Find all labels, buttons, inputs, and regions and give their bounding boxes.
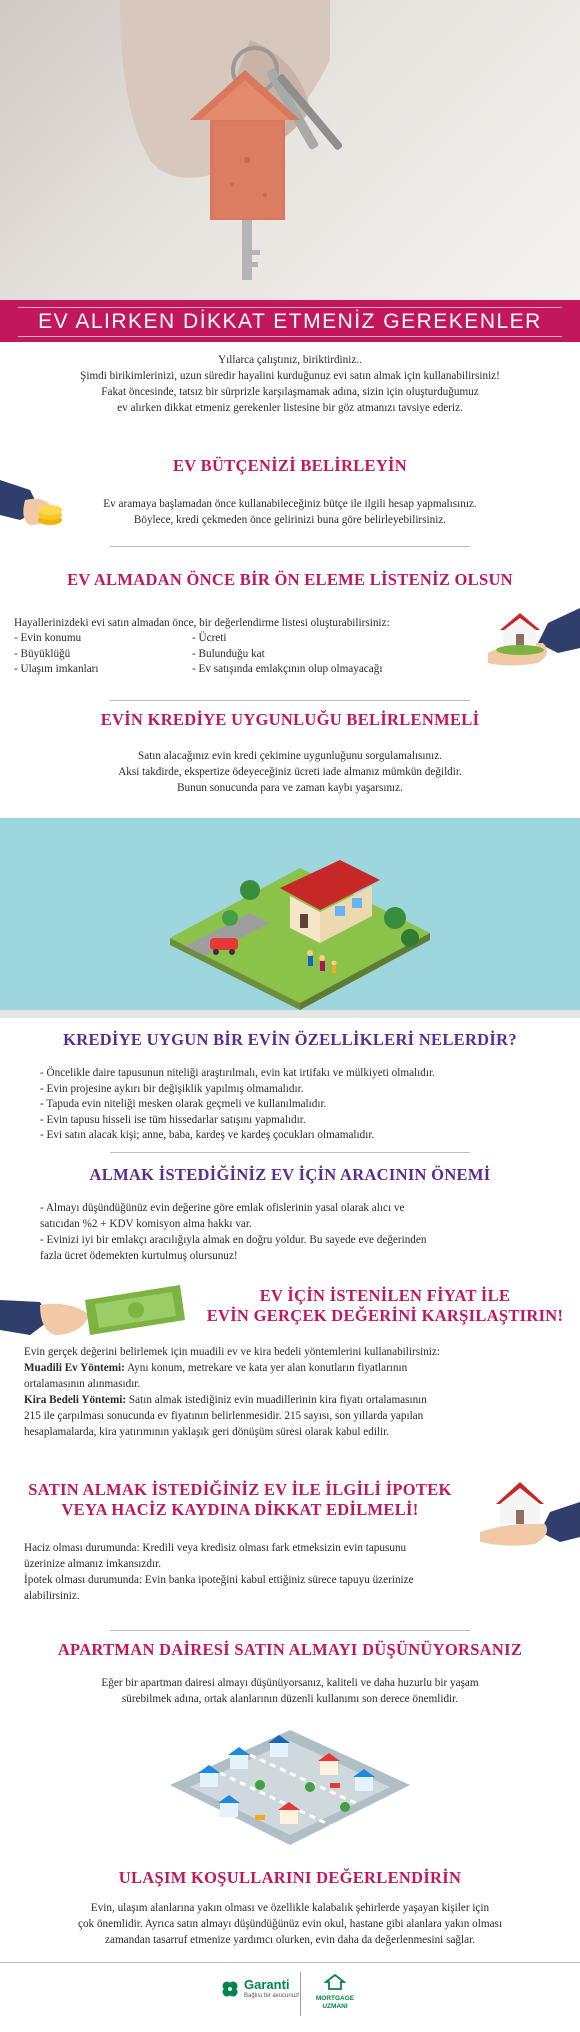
- mortgage-text: [24, 1540, 564, 1604]
- agent-text: [40, 1200, 560, 1264]
- shortlist-content: [14, 615, 484, 678]
- footer-separator: [300, 1972, 301, 2016]
- method-2-label: Kira Bedeli Yöntemi:: [24, 1394, 127, 1406]
- title-banner: [0, 300, 580, 342]
- transport-line: zamandan tasarruf etmenize yardımcı olurken, evin daha da değerlenmesini sağlar.: [105, 1934, 475, 1946]
- method-2-text: Satın almak istediğiniz evin muadillerinin kira fiyatı ortalamasının: [126, 1394, 427, 1406]
- budget-line: Ev aramaya başlamadan önce kullanabileceğiniz bütçe ile ilgili hesap yapmalısınız.: [103, 498, 477, 510]
- list-item: - Evi satın alacak kişi; anne, baba, kardeş ve kardeş çocukları olmamalıdır.: [40, 1129, 375, 1141]
- agent-heading: ALMAK İSTEDİĞİNİZ EV İÇİN ARACININ ÖNEMİ: [89, 1165, 491, 1184]
- partner-line-1: MORTGAGE: [315, 1995, 355, 2002]
- hand-with-money-icon: [0, 1280, 190, 1350]
- intro-line: Fakat öncesinde, tatsız bir sürprizle karşılaşmamak adına, sizin için oluşturduğumuz: [101, 386, 479, 398]
- method-1-label: Muadili Ev Yöntemi:: [24, 1362, 125, 1374]
- apartment-line: Eğer bir apartman dairesi almayı düşünüyorsanız, kaliteli ve daha huzurlu bir yaşam: [101, 1677, 479, 1689]
- hand-holding-house-icon: [478, 598, 580, 678]
- list-item: - Ulaşım imkanları: [14, 663, 99, 675]
- shortlist-intro: Hayallerinizdeki evi satın almadan önce, bir değerlendirme listesi oluşturabilirsiniz:: [14, 617, 390, 629]
- list-item: - Evin projesine aykırı bir değişiklik yapılmış olmamalıdır.: [40, 1082, 304, 1095]
- intro-line: Şimdi birikimlerinizi, uzun süredir hayalini kurduğunuz evi satın almak için kullanabilirsiniz!: [80, 370, 500, 382]
- price-method-1-cont: ortalamasının alınmasıdır.: [24, 1378, 141, 1390]
- section-divider: [110, 1630, 470, 1631]
- transport-line: çok önemlidir. Ayrıca satın almayı düşündüğünüz evin okul, hastane gibi alanlara yakın olması: [78, 1918, 502, 1930]
- isometric-house-garden-illustration: [0, 818, 580, 1010]
- apartment-heading: APARTMAN DAİRESİ SATIN ALMAYI DÜŞÜNÜYORSANIZ: [57, 1640, 523, 1659]
- apartment-line: sürebilmek adına, ortak alanlarının düzenli kullanımı son derece önemlidir.: [121, 1693, 459, 1705]
- credit-text: [0, 748, 580, 796]
- mortgage-uzmani-logo: [310, 1974, 360, 2011]
- price-method-2-cont: hesaplamalarda, kira yatırımının yaklaşık geri dönüşüm süresi olarak kabul edilir.: [24, 1426, 390, 1438]
- list-item: - Ev satışında emlakçının olup olmayacağı: [192, 663, 383, 675]
- page-title: EV ALIRKEN DİKKAT ETMENİZ GEREKENLER: [38, 310, 542, 333]
- section-divider: [110, 700, 470, 701]
- list-item: - Büyüklüğü: [14, 647, 71, 660]
- price-method-2-cont: 215 ile çarpılması sonucunda ev fiyatının belirlenmesidir. 215 sayısı, son yıllarda yapılan: [24, 1410, 424, 1422]
- garanti-logo: [220, 1978, 300, 2000]
- features-list: [40, 1066, 560, 1144]
- budget-line: Böylece, kredi çekmeden önce gelirinizi buna göre belirleyebilirsiniz.: [133, 514, 447, 526]
- list-item: - Evin konumu: [14, 632, 82, 644]
- mortgage-heading-line: VEYA HACİZ KAYDINA DİKKAT EDİLMELİ!: [61, 1500, 419, 1519]
- shortlist-heading: EV ALMADAN ÖNCE BİR ÖN ELEME LİSTENİZ OLSUN: [67, 570, 513, 589]
- list-item: - Evin tapusu hisseli ise tüm hissedarlar satışını yapmalıdır.: [40, 1113, 306, 1126]
- price-heading: [190, 1286, 580, 1326]
- transport-text: [0, 1900, 580, 1948]
- credit-line: Bunun sonucunda para ve zaman kaybı yaşarsınız.: [177, 782, 403, 794]
- mortgage-line: Haciz olması durumunda: Kredili veya kredisiz olması fark etmeksizin evin tapusunu: [24, 1542, 407, 1554]
- hero-photo-key-house: [0, 0, 580, 300]
- price-heading-line: EVİN GERÇEK DEĞERİNİ KARŞILAŞTIRIN!: [206, 1306, 564, 1325]
- agent-line: - Almayı düşündüğünüz evin değerine göre emlak ofislerinin yasal olarak alıcı ve: [40, 1202, 405, 1214]
- credit-heading: EVİN KREDİYE UYGUNLUĞU BELİRLENMELİ: [100, 710, 480, 729]
- credit-line: Aksi takdirde, ekspertize ödeyeceğiniz ücreti iade almanız mümkün değildir.: [118, 766, 462, 778]
- budget-heading: EV BÜTÇENİZİ BELİRLEYİN: [172, 456, 407, 475]
- partner-line-2: UZMANI: [322, 2003, 348, 2010]
- clover-logo-icon: [220, 1979, 240, 1999]
- brand-name: Garanti: [244, 1977, 290, 1992]
- list-item: - Ücreti: [192, 632, 227, 644]
- list-item: - Tapuda evin niteliği mesken olarak geçmeli ve kullanılmalıdır.: [40, 1098, 327, 1110]
- footer: [0, 1962, 580, 2032]
- intro-line: Yıllarca çalıştınız, biriktirdiniz..: [218, 354, 362, 366]
- agent-line: satıcıdan %2 + KDV komisyon alma hakkı var.: [40, 1218, 252, 1230]
- transport-line: Evin, ulaşım alanlarına yakın olması ve özellikle kalabalık şehirlerde yaşayan kişiler için: [90, 1902, 490, 1914]
- isometric-city-illustration: [160, 1725, 420, 1850]
- price-text: [24, 1344, 564, 1440]
- mortgage-line: İpotek olması durumunda: Evin banka ipoteğini kabul ettiğiniz sürece tapuyu üzerinize: [24, 1574, 414, 1586]
- list-item: - Öncelikle daire tapusunun niteliği araştırılmalı, evin kat irtifakı ve mülkiyeti olmalıdır.: [40, 1067, 435, 1079]
- intro-line: ev alırken dikkat etmeniz gerekenler listesine bir göz atmanızı tavsiye ederiz.: [117, 402, 463, 414]
- agent-line: - Evinizi iyi bir emlakçı aracılığıyla almak en doğru yoldur. Bu sayede eve değerinden: [40, 1234, 427, 1246]
- hand-holding-house-key-illustration: [0, 0, 580, 300]
- credit-line: Satın alacağınız evin kredi çekimine uygunluğunu sorgulamalısınız.: [138, 750, 442, 762]
- section-divider: [110, 1152, 470, 1153]
- mortgage-line: üzerinize almanız imkansızdır.: [24, 1558, 161, 1570]
- agent-line: fazla ücret ödemekten kurtulmuş olursunuz!: [40, 1250, 238, 1262]
- shortlist-column-1: [14, 631, 192, 678]
- price-intro: Evin gerçek değerini belirlemek için muadili ev ve kira bedeli yöntemlerini kullanabilirsiniz:: [24, 1346, 440, 1358]
- list-item: - Bulunduğu kat: [192, 647, 265, 660]
- section-divider: [110, 546, 470, 547]
- apartment-text: [0, 1675, 580, 1707]
- mortgage-heading: [20, 1480, 460, 1520]
- method-1-text: Aynı konum, metrekare ve kata yer alan konutların fiyatlarının: [124, 1362, 408, 1374]
- shortlist-column-2: [192, 631, 382, 678]
- price-method-2: [24, 1392, 564, 1408]
- budget-text: [0, 496, 580, 528]
- section-strip: [0, 1010, 580, 1018]
- transport-heading: ULAŞIM KOŞULLARINI DEĞERLENDİRİN: [118, 1868, 462, 1887]
- features-heading: KREDİYE UYGUN BİR EVİN ÖZELLİKLERİ NELERDİR?: [63, 1030, 517, 1049]
- mortgage-line: alabilirsiniz.: [24, 1590, 80, 1602]
- intro-text: [0, 352, 580, 416]
- brand-tagline: Bağlısı bir avucunuz!: [244, 1993, 300, 1999]
- price-heading-line: EV İÇİN İSTENİLEN FİYAT İLE: [259, 1286, 511, 1305]
- mortgage-heading-line: SATIN ALMAK İSTEDİĞİNİZ EV İLE İLGİLİ İPOTEK: [28, 1480, 452, 1499]
- price-method-1: [24, 1360, 564, 1376]
- house-illustration-panel: [0, 818, 580, 1010]
- house-logo-icon: [324, 1974, 346, 1990]
